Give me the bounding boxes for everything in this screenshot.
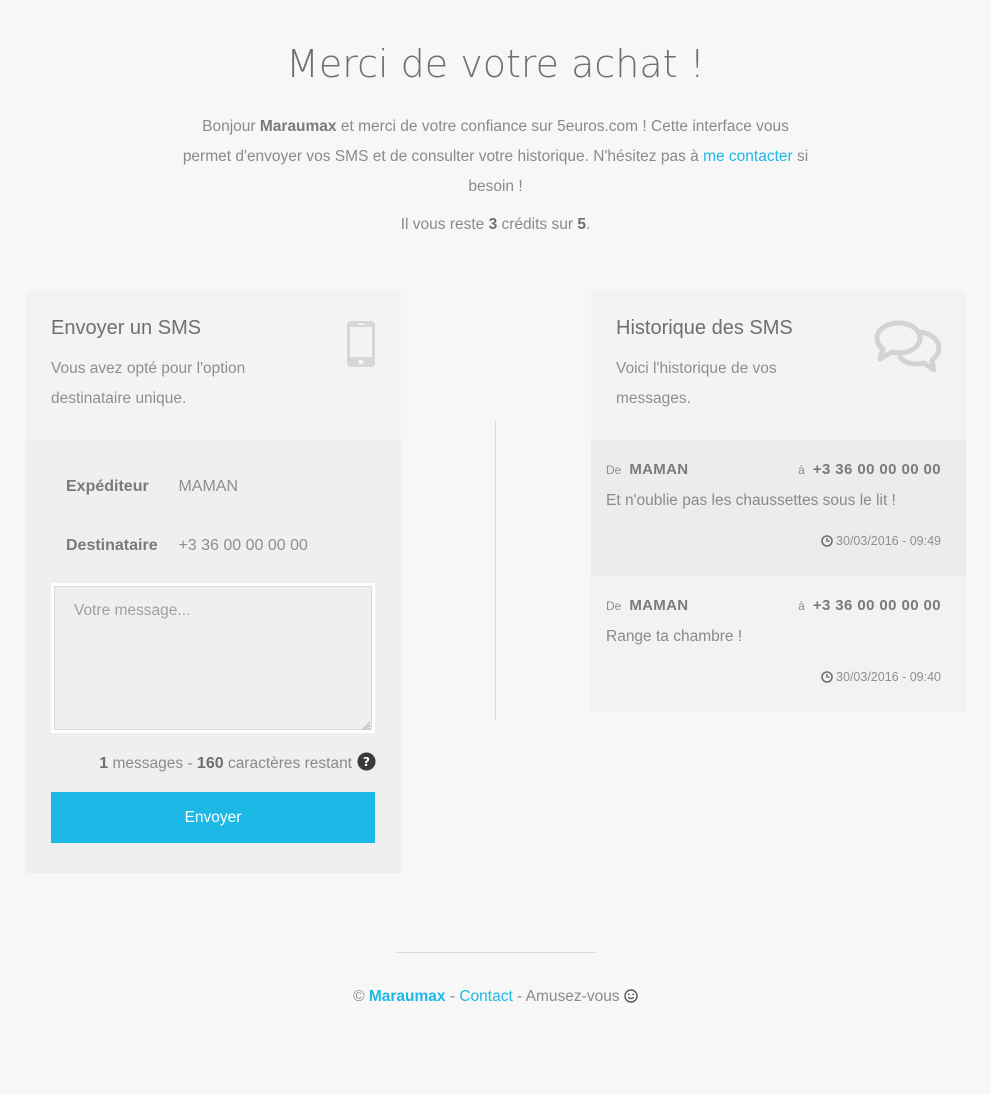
sender-label: Expéditeur: [66, 478, 149, 495]
message-counter: 1 messages - 160 caractères restant ?: [99, 752, 376, 776]
send-panel-title: Envoyer un SMS: [51, 317, 202, 339]
footer-contact-link[interactable]: Contact: [459, 988, 513, 1005]
history-panel-subtitle: Voici l'historique de vos messages.: [616, 360, 777, 407]
svg-text:?: ?: [362, 754, 371, 769]
message-sender: MAMAN: [629, 461, 689, 478]
page-title: Merci de votre achat !: [286, 42, 705, 86]
footer: © Maraumax - Contact - Amusez-vous: [0, 988, 991, 1008]
sender-value: MAMAN: [178, 478, 239, 495]
smile-icon: [624, 989, 638, 1008]
question-circle-icon[interactable]: [357, 752, 376, 776]
intro-text: Bonjour Maraumax et merci de votre confiance sur 5euros.com ! Cette interface vous permet d'envoyer vos SMS et de consulter votre historique. N'hésitez pas à me contacter si besoin !: [182, 118, 809, 195]
message-recipient: +3 36 00 00 00 00: [812, 461, 941, 478]
message-count: 1: [99, 755, 109, 772]
resize-grip-icon[interactable]: [361, 718, 371, 736]
to-label: à: [798, 599, 805, 613]
recipient-row: [66, 537, 308, 555]
message-input[interactable]: [51, 583, 375, 733]
send-panel-subtitle: Vous avez opté pour l'option destinataire unique.: [51, 360, 246, 407]
clock-icon: [821, 671, 833, 683]
footer-divider: [396, 952, 596, 953]
message-date: 30/03/2016 - 09:40: [821, 670, 941, 684]
credits-left: 3: [488, 216, 498, 233]
contact-me-link[interactable]: me contacter: [703, 148, 793, 165]
history-message: [591, 576, 966, 712]
message-recipient: +3 36 00 00 00 00: [812, 597, 941, 614]
vertical-divider: [495, 420, 496, 720]
chars-remaining: 160: [196, 755, 224, 772]
send-panel-header: [26, 290, 401, 440]
message-meta: [606, 461, 941, 481]
history-message: [591, 440, 966, 576]
username: Maraumax: [259, 118, 337, 135]
to-label: à: [798, 463, 805, 477]
footer-brand-link[interactable]: Maraumax: [368, 988, 446, 1005]
message-text: Range ta chambre !: [606, 628, 743, 645]
chat-bubbles-icon: [873, 320, 941, 377]
mobile-phone-icon: [346, 320, 376, 373]
message-meta: [606, 597, 941, 617]
message-recipient-wrap: [798, 597, 941, 614]
credits-info: Il vous reste 3 crédits sur 5.: [400, 216, 591, 233]
sender-row: [66, 478, 238, 496]
clock-icon: [821, 535, 833, 547]
history-panel-title: Historique des SMS: [616, 317, 793, 339]
recipient-label: Destinataire: [66, 537, 158, 554]
credits-total: 5: [577, 216, 586, 233]
from-label: De: [606, 599, 622, 613]
from-label: De: [606, 463, 622, 477]
history-panel-header: [591, 290, 966, 440]
send-sms-panel: [26, 290, 401, 873]
sms-history-panel: [591, 290, 966, 712]
message-recipient-wrap: [798, 461, 941, 478]
message-sender: MAMAN: [629, 597, 689, 614]
message-date: 30/03/2016 - 09:49: [821, 534, 941, 548]
message-text: Et n'oublie pas les chaussettes sous le lit !: [606, 492, 896, 509]
recipient-value: +3 36 00 00 00 00: [178, 537, 308, 554]
send-button[interactable]: Envoyer: [51, 792, 375, 843]
